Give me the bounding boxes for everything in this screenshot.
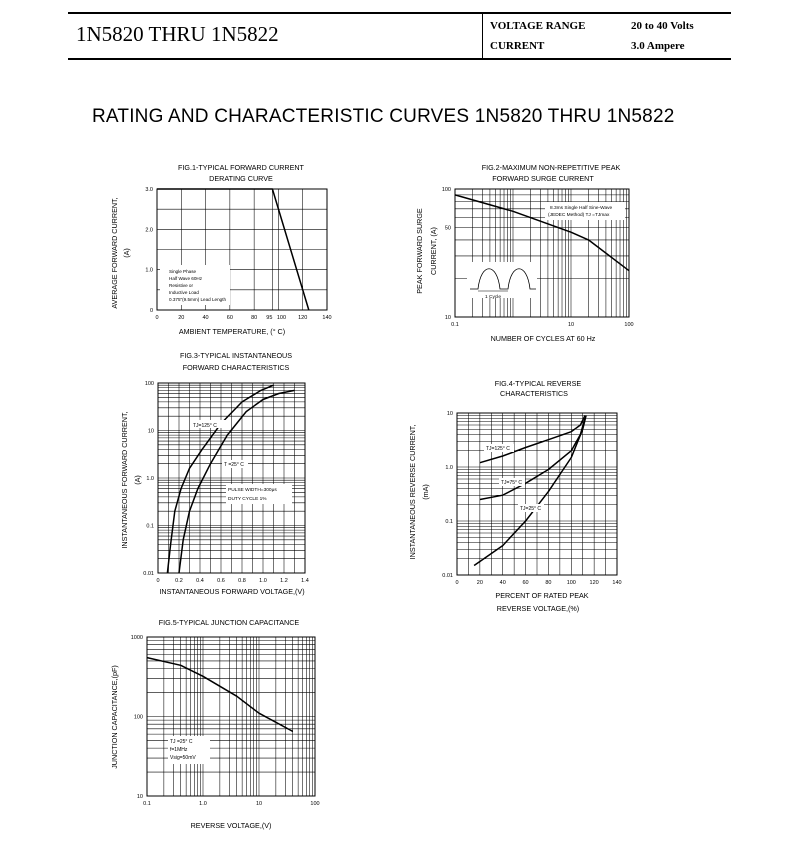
y-tick-label: 3.0 bbox=[145, 187, 153, 193]
x-tick-label: 0.2 bbox=[175, 578, 183, 584]
fig4-curve-label-125c: TJ=125° C bbox=[486, 446, 510, 452]
y-tick-label: 2.0 bbox=[145, 227, 153, 234]
fig2-title: FIG.2-MAXIMUM NON-REPETITIVE PEAK bbox=[481, 163, 621, 172]
x-tick-label: 0 bbox=[455, 580, 459, 586]
y-tick-label: 10 bbox=[446, 411, 453, 417]
x-tick-label: 1.0 bbox=[199, 801, 207, 807]
fig3-annotation-line: DUTY CYCLE 1% bbox=[228, 497, 267, 502]
x-tick-label: 20 bbox=[178, 315, 185, 321]
fig2-cycle-label: 1 Cycle bbox=[485, 295, 501, 300]
y-tick-label: 100 bbox=[133, 714, 143, 721]
y-tick-label: 1.0 bbox=[445, 465, 453, 471]
fig4-curve-label-75c: TJ=75° C bbox=[501, 480, 523, 486]
y-tick-label: 100 bbox=[144, 381, 154, 387]
fig4-y-axis-label: INSTANTANEOUS REVERSE CURRENT, bbox=[408, 424, 417, 560]
y-tick-label: 0.1 bbox=[146, 523, 154, 530]
fig4-title: FIG.4-TYPICAL REVERSE bbox=[494, 379, 582, 388]
fig1-y-axis-label: AVERAGE FORWARD CURRENT, bbox=[110, 197, 119, 309]
x-tick-label: 0 bbox=[156, 578, 160, 584]
x-tick-label: 100 bbox=[624, 322, 634, 328]
y-tick-label: 0.01 bbox=[143, 571, 154, 577]
fig2-annotation-line: 8.3ms Single Half Sine-Wave bbox=[550, 206, 613, 211]
fig1-subtitle: DERATING CURVE bbox=[209, 174, 273, 183]
fig1-y-axis-unit: (A) bbox=[122, 248, 131, 258]
fig4-y-axis-unit: (mA) bbox=[421, 484, 430, 500]
fig3-chart bbox=[120, 351, 309, 596]
x-tick-label: 60 bbox=[522, 580, 529, 586]
fig2-x-axis-label: NUMBER OF CYCLES AT 60 Hz bbox=[490, 334, 596, 343]
y-tick-label: 1000 bbox=[130, 635, 143, 641]
part-number-title: 1N5820 THRU 1N5822 bbox=[76, 22, 279, 46]
fig4-curve-label-25c: TJ=25° C bbox=[520, 506, 542, 512]
fig2-inset-box bbox=[467, 262, 537, 298]
fig5-chart bbox=[110, 618, 320, 830]
y-tick-label: 1.0 bbox=[146, 476, 154, 482]
fig3-curve-label-25c: T =25° C bbox=[224, 462, 244, 468]
y-tick-label: 10 bbox=[136, 794, 143, 800]
fig5-title: FIG.5-TYPICAL JUNCTION CAPACITANCE bbox=[158, 618, 300, 627]
fig5-annotation-line: Vsig=50mV bbox=[170, 755, 196, 761]
fig1-x-axis-label: AMBIENT TEMPERATURE, (° C) bbox=[178, 327, 286, 336]
fig2-y-axis-label: PEAK FORWARD SURGE bbox=[415, 208, 424, 294]
fig5-annotation-line: TJ =25° C bbox=[170, 739, 193, 745]
fig5-x-axis-label: REVERSE VOLTAGE,(V) bbox=[190, 821, 272, 830]
fig2-annotation-line: (JEDEC Method) TJ =TJmax bbox=[548, 213, 610, 218]
fig4-subtitle: CHARACTERISTICS bbox=[500, 389, 568, 398]
page-title: RATING AND CHARACTERISTIC CURVES 1N5820 THRU 1N5822 bbox=[92, 106, 675, 127]
fig3-annotation-line: PULSE WIDTH=300μs bbox=[228, 488, 277, 493]
fig2-chart bbox=[415, 163, 634, 343]
data-series-line-2 bbox=[179, 390, 295, 573]
fig1-annotation-line: Resistive or bbox=[169, 283, 193, 288]
x-tick-label: 60 bbox=[226, 315, 233, 321]
fig1-annotation-line: Inductive Load bbox=[169, 290, 199, 295]
y-tick-label: 10 bbox=[147, 428, 154, 435]
x-tick-label: 1.0 bbox=[259, 578, 267, 584]
fig4-chart bbox=[408, 379, 622, 613]
x-tick-label: 100 bbox=[566, 580, 576, 586]
fig5-annotation-line: f=1MHz bbox=[170, 747, 188, 753]
x-tick-label: 40 bbox=[202, 315, 209, 321]
x-tick-label: 140 bbox=[612, 580, 622, 586]
y-tick-label: 100 bbox=[441, 187, 451, 193]
y-tick-label: 10 bbox=[444, 315, 451, 321]
fig4-x-axis-unit: REVERSE VOLTAGE,(%) bbox=[496, 604, 580, 613]
x-tick-label: 100 bbox=[310, 801, 320, 807]
x-tick-label: 80 bbox=[251, 315, 258, 321]
fig3-x-axis-label: INSTANTANEOUS FORWARD VOLTAGE,(V) bbox=[159, 587, 305, 596]
x-tick-label: 0.8 bbox=[238, 578, 246, 584]
fig2-y-axis-unit: CURRENT, (A) bbox=[429, 227, 438, 275]
fig1-title: FIG.1-TYPICAL FORWARD CURRENT bbox=[178, 163, 304, 172]
fig3-title: FIG.3-TYPICAL INSTANTANEOUS bbox=[179, 351, 293, 360]
fig3-curve-label-125c: TJ=125° C bbox=[193, 423, 217, 429]
x-tick-label: 120 bbox=[298, 315, 308, 321]
voltage-range-label: VOLTAGE RANGE bbox=[490, 20, 586, 32]
fig1-annotation-line: 0.375"(9.5mm) Lead Length bbox=[169, 297, 227, 302]
y-tick-label: 0 bbox=[149, 308, 153, 314]
current-label: CURRENT bbox=[490, 40, 545, 52]
x-tick-label: 95 bbox=[266, 315, 273, 321]
x-tick-label: 40 bbox=[499, 580, 506, 586]
x-tick-label: 10 bbox=[567, 322, 575, 328]
fig3-y-axis-unit: (A) bbox=[133, 475, 142, 485]
x-tick-label: 1.4 bbox=[301, 578, 309, 584]
fig4-x-axis-label: PERCENT OF RATED PEAK bbox=[495, 591, 589, 600]
current-value: 3.0 Ampere bbox=[631, 40, 685, 52]
x-tick-label: 0 bbox=[155, 315, 159, 321]
x-tick-label: 100 bbox=[276, 315, 287, 321]
fig1-chart bbox=[110, 163, 332, 336]
data-series-line-1 bbox=[480, 416, 585, 463]
data-series-line-3 bbox=[474, 416, 586, 566]
x-tick-label: 0.1 bbox=[143, 801, 151, 807]
y-tick-label: 50 bbox=[444, 225, 451, 232]
x-tick-label: 0.1 bbox=[451, 322, 459, 328]
fig1-annotation-line: Single Phase bbox=[169, 269, 197, 274]
x-tick-label: 0.6 bbox=[217, 578, 225, 584]
data-series-line-2 bbox=[480, 418, 585, 499]
x-tick-label: 140 bbox=[322, 315, 332, 321]
fig5-y-axis-label: JUNCTION CAPACITANCE,(pF) bbox=[110, 665, 119, 769]
y-tick-label: 0.1 bbox=[445, 519, 453, 525]
voltage-range-value: 20 to 40 Volts bbox=[631, 20, 694, 32]
fig2-subtitle: FORWARD SURGE CURRENT bbox=[492, 174, 594, 183]
fig1-annotation-line: Half Wave 60Hz bbox=[169, 276, 203, 281]
x-tick-label: 10 bbox=[255, 801, 263, 807]
x-tick-label: 20 bbox=[476, 580, 483, 586]
x-tick-label: 80 bbox=[545, 580, 552, 586]
x-tick-label: 120 bbox=[589, 580, 599, 586]
x-tick-label: 0.4 bbox=[196, 578, 204, 584]
x-tick-label: 1.2 bbox=[280, 578, 288, 584]
y-tick-label: 0.01 bbox=[442, 573, 453, 579]
y-tick-label: 1.0 bbox=[145, 267, 153, 274]
fig3-subtitle: FORWARD CHARACTERISTICS bbox=[182, 363, 290, 372]
fig3-y-axis-label: INSTANTANEOUS FORWARD CURRENT, bbox=[120, 411, 129, 549]
